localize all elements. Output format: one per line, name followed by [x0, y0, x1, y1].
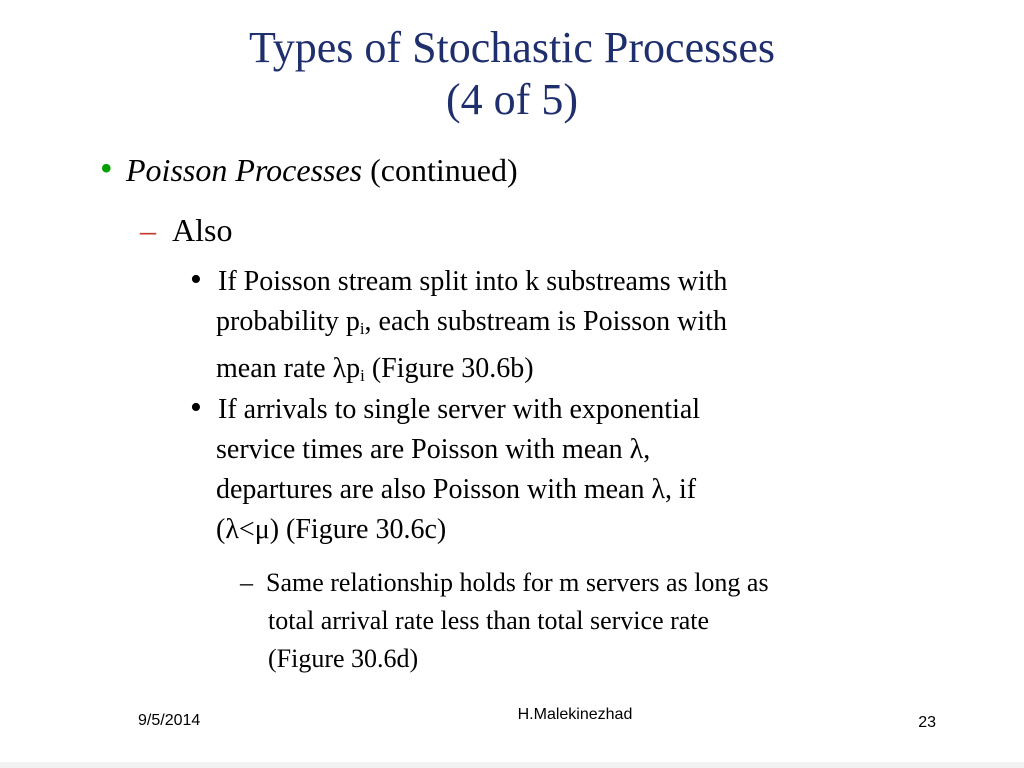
list-item-single-server [190, 390, 950, 550]
bullet-italic-text: Poisson Processes [126, 152, 363, 188]
item-text: probability p [216, 306, 360, 337]
green-bullet-icon: • [100, 148, 113, 188]
bullet-plain-text: (continued) [362, 152, 518, 188]
bullet-icon: • [190, 261, 202, 298]
item-line: If arrivals to single server with exponential [218, 394, 701, 425]
footer-date: 9/5/2014 [138, 712, 201, 729]
item-line: departures are also Poisson with mean λ, if [216, 474, 697, 505]
bullet-icon: • [190, 389, 202, 426]
sub-bullet-text: Also [172, 212, 233, 248]
red-dash-icon: – [140, 212, 156, 248]
list-item-substreams [190, 262, 950, 396]
page-number: 23 [918, 714, 936, 731]
footer-author: H.Malekinezhad [517, 706, 633, 723]
item-line: (λ<μ) (Figure 30.6c) [216, 514, 447, 545]
item-line: total arrival rate less than total service rate [268, 606, 710, 635]
slide-title-line1: Types of Stochastic Processes [248, 23, 776, 72]
item-text: (Figure 30.6b) [364, 353, 534, 385]
item-line: Same relationship holds for m servers as long as [266, 568, 769, 597]
subscript-i: i [359, 319, 365, 339]
item-line [216, 302, 950, 349]
slide-title-line2: (4 of 5) [446, 75, 578, 124]
item-line: service times are Poisson with mean λ, [216, 434, 651, 465]
slide-title [0, 22, 1024, 126]
item-text: mean rate λp [216, 353, 361, 385]
item-text: , each substream is Poisson with [364, 306, 727, 337]
item-line: If Poisson stream split into k substreams with [218, 266, 728, 297]
bullet-text [126, 150, 518, 190]
subscript-i: i [360, 366, 365, 386]
item-line: (Figure 30.6d) [268, 644, 419, 673]
list-item-m-servers [240, 564, 980, 678]
bottom-divider [0, 762, 1024, 768]
dash-icon: – [240, 568, 253, 597]
